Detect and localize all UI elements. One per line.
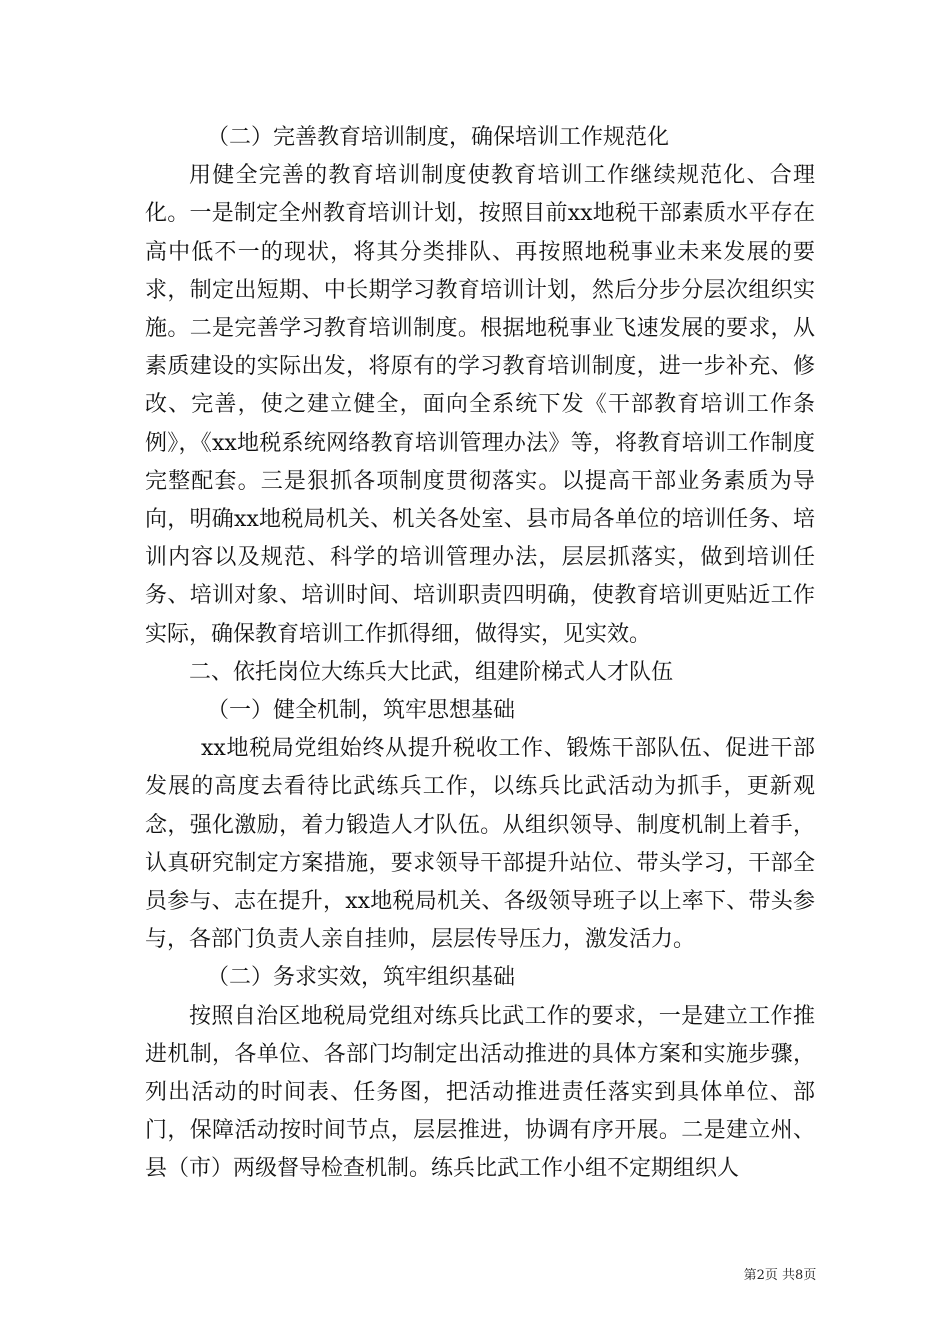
subheading-improve-training-system: （二）完善教育培训制度，确保培训工作规范化: [207, 125, 670, 150]
document-body: [145, 119, 815, 1189]
paragraph-mechanism: xx地税局党组始终从提升税收工作、锻炼干部队伍、促进干部发展的高度去看待比武练兵工作，以练兵比武活动为抓手，更新观念，强化激励，着力锻造人才队伍。从组织领导、制度机制上着手，认真研究制定方案措施，要求领导干部提升站位、带头学习，干部全员参与、志在提升，xx地税局机关、各级领导班子以上率下、带头参与，各部门负责人亲自挂帅，层层传导压力，激发活力。: [145, 736, 815, 953]
paragraph-practical-results: 按照自治区地税局党组对练兵比武工作的要求，一是建立工作推进机制，各单位、各部门均制定出活动推进的具体方案和实施步骤，列出活动的时间表、任务图，把活动推进责任落实到具体单位、部门，保障活动按时间节点，层层推进，协调有序开展。二是建立州、县（市）两级督导检查机制。练兵比武工作小组不定期组织人: [145, 1003, 815, 1182]
subheading-practical-results: （二）务求实效，筑牢组织基础: [207, 965, 516, 991]
subheading-sound-mechanism: （一）健全机制，筑牢思想基础: [207, 698, 516, 724]
paragraph-training-system: 用健全完善的教育培训制度使教育培训工作继续规范化、合理化。一是制定全州教育培训计划，按照目前xx地税干部素质水平存在高中低不一的现状，将其分类排队、再按照地税事业未来发展的要求，制定出短期、中长期学习教育培训计划，然后分步分层次组织实施。二是完善学习教育培训制度。根据地税事业飞速发展的要求，从素质建设的实际出发，将原有的学习教育培训制度，进一步补充、修改、完善，使之建立健全，面向全系统下发《干部教育培训工作条例》，《xx地税系统网络教育培训管理办法》等，将教育培训工作制度完整配套。三是狠抓各项制度贯彻落实。以提高干部业务素质为导向，明确xx地税局机关、机关各处室、县市局各单位的培训任务、培训内容以及规范、科学的培训管理办法，层层抓落实，做到培训任务、培训对象、培训时间、培训职责四明确，使教育培训更贴近工作实际，确保教育培训工作抓得细，做得实，见实效。: [145, 163, 815, 647]
page-number-footer: 第2页 共8页: [743, 1268, 817, 1283]
heading-section-two: 二、依托岗位大练兵大比武，组建阶梯式人才队伍: [189, 659, 674, 685]
